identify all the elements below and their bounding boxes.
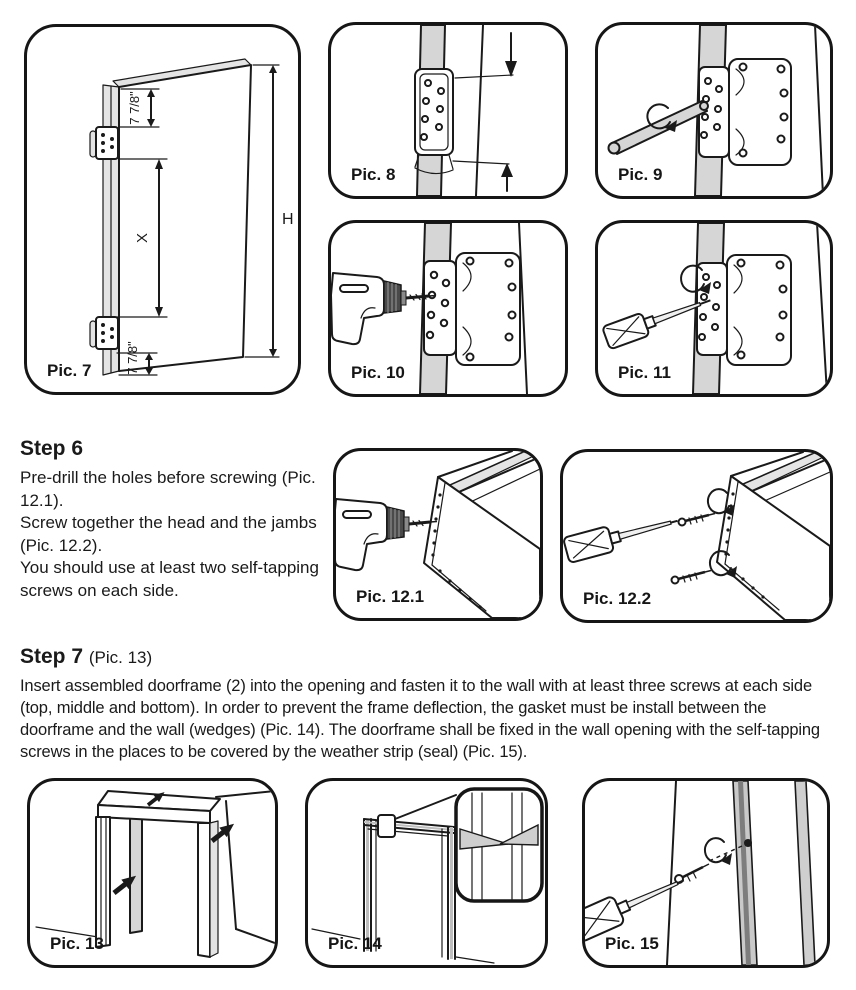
drill-icon bbox=[331, 273, 436, 344]
wall-edge-line bbox=[817, 223, 827, 394]
pic9-label: Pic. 9 bbox=[618, 165, 663, 184]
step7-heading: Step 7 (Pic. 13) bbox=[20, 645, 153, 668]
svg-text:7 7/8": 7 7/8" bbox=[127, 91, 142, 125]
wall-strip bbox=[795, 781, 815, 965]
floor-line bbox=[456, 957, 494, 963]
step7-section bbox=[20, 645, 844, 763]
alignment-arrow-down bbox=[455, 33, 517, 78]
pic7-label: Pic. 7 bbox=[47, 361, 92, 380]
panel-pic10 bbox=[328, 220, 568, 397]
hinge-plate bbox=[424, 261, 456, 355]
pic14-label: Pic. 14 bbox=[328, 934, 382, 953]
frame-jamb bbox=[424, 477, 540, 618]
step7-heading-ref: (Pic. 13) bbox=[88, 648, 153, 667]
panel-pic12-1 bbox=[333, 448, 543, 621]
drill-icon bbox=[336, 499, 437, 570]
step6-section bbox=[20, 437, 332, 602]
pic12-2-label: Pic. 12.2 bbox=[583, 589, 652, 608]
pic10-label: Pic. 10 bbox=[351, 363, 405, 382]
step6-text-line: screws on each side. bbox=[20, 580, 179, 600]
svg-text:7 7/8": 7 7/8" bbox=[125, 341, 140, 375]
hinge-plate bbox=[697, 263, 727, 355]
pic12-1-label: Pic. 12.1 bbox=[356, 587, 425, 606]
panel-pic15 bbox=[582, 778, 830, 968]
wall-edge-line bbox=[815, 25, 823, 196]
pic15-label: Pic. 15 bbox=[605, 934, 659, 953]
pic13-label: Pic. 13 bbox=[50, 934, 104, 953]
door-slab bbox=[103, 59, 251, 375]
step6-text-line: Screw together the head and the jambs bbox=[20, 513, 317, 532]
panel-pic8 bbox=[328, 22, 568, 199]
jamb-edge-line bbox=[667, 781, 676, 965]
panel-pic7 bbox=[24, 24, 301, 395]
screw-hole-dot bbox=[744, 839, 752, 847]
hinge-icon bbox=[90, 317, 118, 349]
hinge-leaf bbox=[456, 253, 520, 365]
panel-pic12-2 bbox=[560, 449, 833, 623]
wedge-location-marker bbox=[378, 815, 395, 837]
screw-icon bbox=[672, 571, 712, 584]
weather-strip-channel bbox=[733, 781, 757, 965]
screw-icon bbox=[675, 864, 709, 883]
step6-heading: Step 6 bbox=[20, 437, 84, 460]
panel-pic9 bbox=[595, 22, 833, 199]
svg-text:X: X bbox=[134, 232, 151, 244]
hinge-icon bbox=[90, 127, 118, 159]
pic8-label: Pic. 8 bbox=[351, 165, 396, 184]
doorframe-left-jamb bbox=[96, 817, 110, 947]
hinge-leaf bbox=[729, 59, 791, 165]
screwdriver-icon bbox=[563, 508, 681, 563]
panel-pic11 bbox=[595, 220, 833, 397]
step6-text-line: Pre-drill the holes before screwing (Pic. 12.1). bbox=[20, 468, 316, 510]
svg-text:H: H bbox=[282, 211, 294, 228]
screw-icon bbox=[679, 514, 716, 526]
hinge-leaf bbox=[727, 255, 791, 365]
wall-edge-line bbox=[476, 25, 483, 196]
step7-paragraph: Insert assembled doorframe (2) into the opening and fasten it to the wall with at least three screws at each side (top, middle and bottom). In order to prevent the frame deflection, the gasket must be install between the doorframe and the wall (wedges) (Pic. 14). The doorframe shall be fixed in the wall opening with the self-tapping screws in the places to be covered by the weather strip (seal) (Pic. 15). bbox=[20, 677, 820, 761]
rotation-arrow-icon bbox=[705, 838, 732, 865]
step6-text-line: You should use at least two self-tapping bbox=[20, 558, 319, 577]
alignment-arrow-up bbox=[453, 161, 513, 191]
inset-leader-line bbox=[395, 795, 456, 819]
door-dimension-diagram bbox=[27, 27, 298, 392]
panel-pic14 bbox=[305, 778, 548, 968]
wall-stud-strip bbox=[130, 815, 142, 933]
panel-pic13 bbox=[27, 778, 278, 968]
wedge-inset bbox=[456, 789, 542, 901]
dimension-height bbox=[245, 65, 294, 357]
pic11-label: Pic. 11 bbox=[618, 363, 671, 382]
step6-text-line: (Pic. 12.2). bbox=[20, 535, 103, 555]
